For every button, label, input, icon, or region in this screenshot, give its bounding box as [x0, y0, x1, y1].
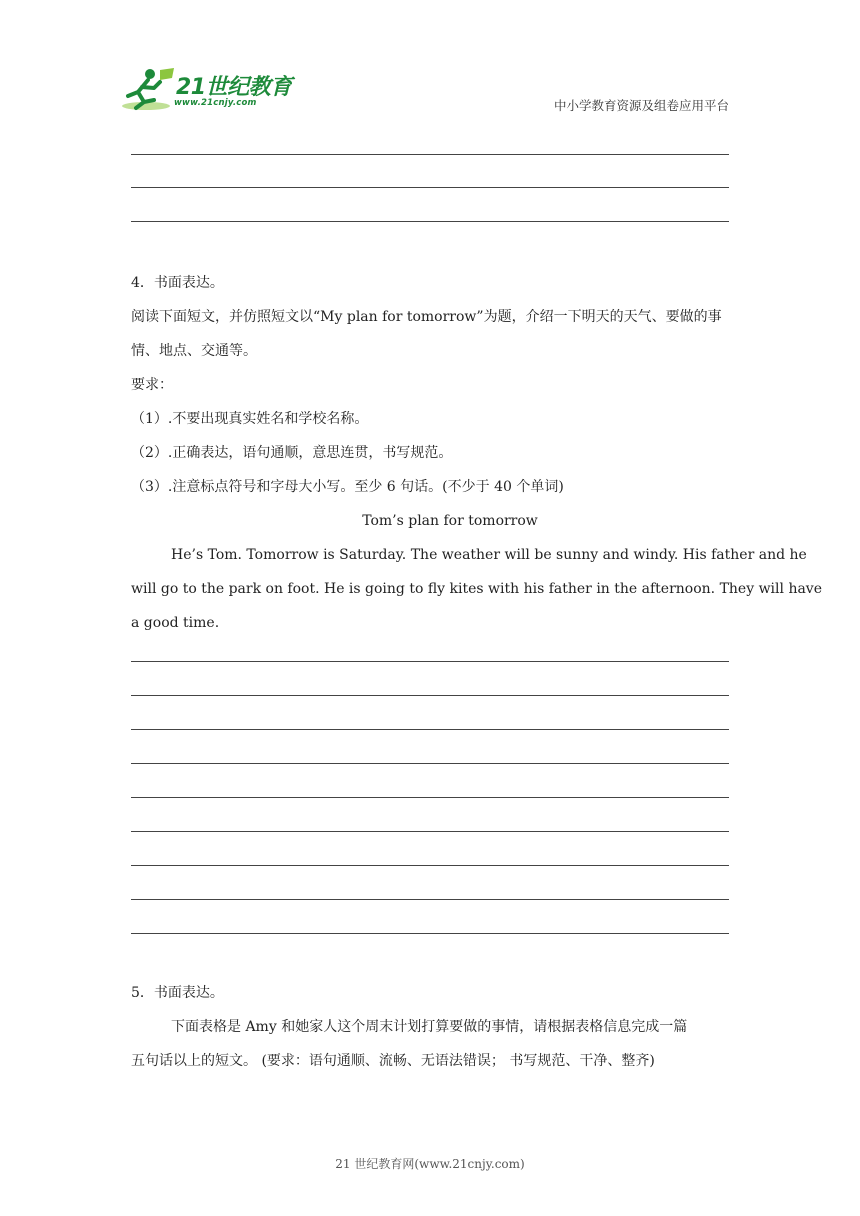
passage-line-2: will go to the park on foot. He is going to fly kites with his father in the afternoon. They will have	[131, 581, 822, 597]
writing-line	[131, 661, 729, 662]
writing-line	[131, 797, 729, 798]
answer-line	[131, 187, 729, 188]
passage-line-3: a good time.	[131, 615, 220, 631]
writing-line	[131, 729, 729, 730]
answer-line	[131, 221, 729, 222]
q5-intro-line2: 五句话以上的短文。 (要求：语句通顺、流畅、无语法错误； 书写规范、干净、整齐)	[131, 1053, 655, 1069]
q4-requirement-2: （2）.正确表达，语句通顺，意思连贯，书写规范。	[131, 445, 453, 461]
passage-line-1: He’s Tom. Tomorrow is Saturday. The weather will be sunny and windy. His father and he	[171, 547, 807, 563]
writing-line	[131, 933, 729, 934]
site-tagline: 中小学教育资源及组卷应用平台	[553, 98, 729, 113]
passage-title: Tom’s plan for tomorrow	[362, 513, 538, 529]
writing-line	[131, 763, 729, 764]
writing-line	[131, 899, 729, 900]
q4-requirements-label: 要求：	[131, 377, 173, 393]
q4-intro-line1: 阅读下面短文，并仿照短文以“My plan for tomorrow”为题，介绍一下明天的天气、要做的事	[131, 309, 722, 325]
q5-intro-line1: 下面表格是 Amy 和她家人这个周末计划打算要做的事情，请根据表格信息完成一篇	[171, 1019, 688, 1035]
q4-intro-line2: 情、地点、交通等。	[131, 343, 257, 359]
page-footer: 21 世纪教育网(www.21cnjy.com)	[335, 1157, 525, 1171]
q5-number: 5．书面表达。	[131, 985, 224, 1001]
writing-line	[131, 695, 729, 696]
logo-url: www.21cnjy.com	[174, 98, 257, 108]
q4-requirement-1: （1）.不要出现真实姓名和学校名称。	[131, 411, 369, 427]
logo-text: 21世纪教育	[176, 75, 292, 100]
q4-requirement-3: （3）.注意标点符号和字母大小写。至少 6 句话。(不少于 40 个单词)	[131, 479, 564, 495]
runner-logo-icon	[120, 66, 176, 114]
q4-number: 4．书面表达。	[131, 275, 224, 291]
answer-line	[131, 154, 729, 155]
site-logo	[120, 66, 300, 116]
writing-line	[131, 865, 729, 866]
writing-line	[131, 831, 729, 832]
